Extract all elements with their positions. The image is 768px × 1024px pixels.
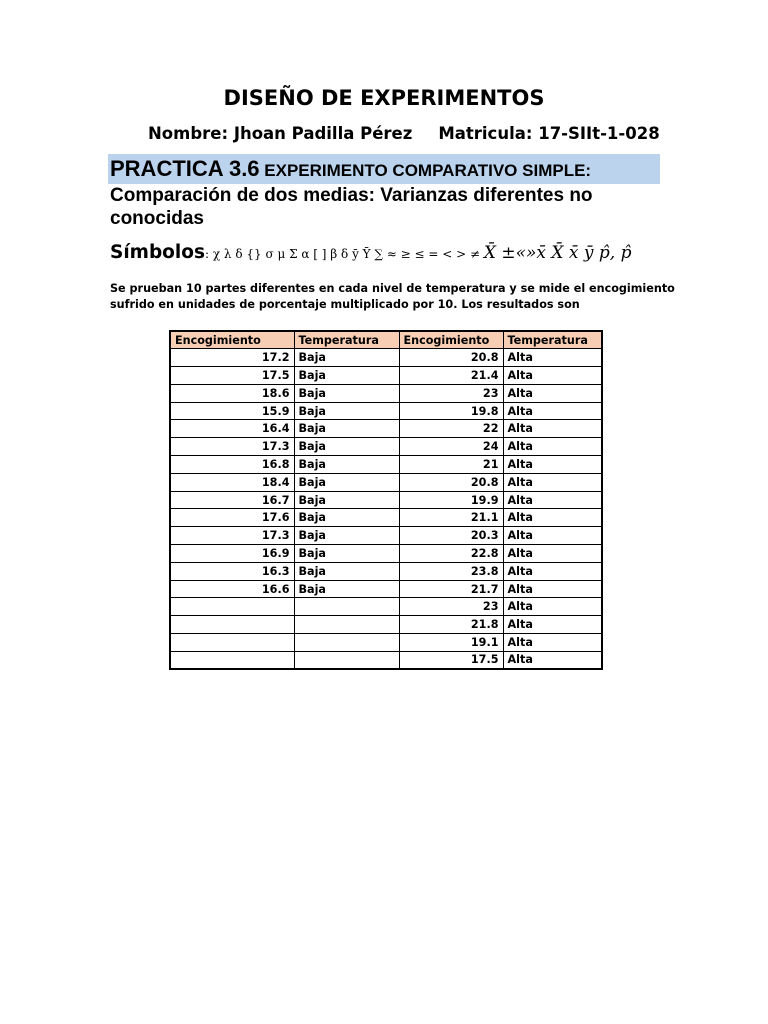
cell-encogimiento-baja: 17.2 — [170, 349, 294, 367]
cell-encogimiento-alta: 23 — [399, 598, 503, 616]
cell-temperatura-alta: Alta — [503, 402, 602, 420]
table-row — [170, 491, 602, 509]
cell-temperatura-alta: Alta — [503, 491, 602, 509]
header-encogimiento-alta: Encogimiento — [399, 331, 503, 349]
symbols-label: Símbolos — [110, 242, 205, 263]
cell-temperatura-baja — [294, 634, 399, 652]
table-row — [170, 634, 602, 652]
cell-encogimiento-alta: 20.3 — [399, 527, 503, 545]
cell-encogimiento-baja: 16.4 — [170, 420, 294, 438]
cell-temperatura-alta: Alta — [503, 367, 602, 385]
table-row — [170, 367, 602, 385]
cell-encogimiento-baja: 18.6 — [170, 384, 294, 402]
table-row — [170, 402, 602, 420]
table-row — [170, 456, 602, 474]
cell-temperatura-alta: Alta — [503, 545, 602, 563]
cell-encogimiento-baja — [170, 598, 294, 616]
cell-temperatura-alta: Alta — [503, 456, 602, 474]
cell-temperatura-baja: Baja — [294, 473, 399, 491]
cell-temperatura-alta: Alta — [503, 420, 602, 438]
cell-encogimiento-alta: 19.8 — [399, 402, 503, 420]
table-row — [170, 527, 602, 545]
header-temperatura-alta: Temperatura — [503, 331, 602, 349]
cell-encogimiento-alta: 21.1 — [399, 509, 503, 527]
cell-temperatura-alta: Alta — [503, 634, 602, 652]
author-name: Nombre: Jhoan Padilla Pérez — [148, 124, 413, 143]
practice-heading: EXPERIMENTO COMPARATIVO SIMPLE: — [259, 161, 592, 180]
cell-encogimiento-alta: 21.8 — [399, 616, 503, 634]
cell-encogimiento-alta: 23.8 — [399, 562, 503, 580]
table-row — [170, 420, 602, 438]
cell-temperatura-alta: Alta — [503, 562, 602, 580]
cell-temperatura-alta: Alta — [503, 598, 602, 616]
cell-encogimiento-baja: 17.6 — [170, 509, 294, 527]
cell-temperatura-alta: Alta — [503, 349, 602, 367]
symbols-glyphs: : χ λ δ {} σ μ Σ α [ ] β δ ȳ Ȳ ∑ ≈ ≥ ≤ = < > ≠ — [204, 247, 484, 261]
cell-temperatura-baja: Baja — [294, 491, 399, 509]
symbols-large-glyphs: X̄ ±«»x̄ X̄ x̄ ȳ p̂, p̂ — [483, 243, 632, 263]
cell-temperatura-baja: Baja — [294, 349, 399, 367]
table-row — [170, 616, 602, 634]
practice-subtitle: Comparación de dos medias: Varianzas diferentes no conocidas — [110, 185, 593, 229]
cell-temperatura-baja: Baja — [294, 580, 399, 598]
cell-temperatura-alta: Alta — [503, 473, 602, 491]
table-row — [170, 562, 602, 580]
cell-temperatura-baja — [294, 616, 399, 634]
document-title: DISEÑO DE EXPERIMENTOS — [223, 86, 545, 110]
cell-encogimiento-baja — [170, 634, 294, 652]
cell-temperatura-baja: Baja — [294, 509, 399, 527]
cell-temperatura-baja — [294, 598, 399, 616]
cell-temperatura-baja: Baja — [294, 402, 399, 420]
table-row — [170, 580, 602, 598]
cell-encogimiento-alta: 21.7 — [399, 580, 503, 598]
cell-temperatura-baja: Baja — [294, 367, 399, 385]
cell-temperatura-alta: Alta — [503, 438, 602, 456]
cell-encogimiento-baja: 17.3 — [170, 527, 294, 545]
cell-temperatura-alta: Alta — [503, 527, 602, 545]
table-header-row — [170, 331, 602, 349]
cell-encogimiento-alta: 24 — [399, 438, 503, 456]
author-line — [148, 124, 660, 143]
cell-temperatura-alta: Alta — [503, 616, 602, 634]
cell-encogimiento-baja: 16.9 — [170, 545, 294, 563]
cell-temperatura-alta: Alta — [503, 509, 602, 527]
header-temperatura-baja: Temperatura — [294, 331, 399, 349]
header-encogimiento-baja: Encogimiento — [170, 331, 294, 349]
cell-encogimiento-baja: 17.5 — [170, 367, 294, 385]
table-body — [170, 349, 602, 669]
cell-temperatura-baja: Baja — [294, 420, 399, 438]
cell-encogimiento-baja: 15.9 — [170, 402, 294, 420]
cell-encogimiento-baja: 16.3 — [170, 562, 294, 580]
cell-encogimiento-baja: 16.6 — [170, 580, 294, 598]
cell-encogimiento-baja: 17.3 — [170, 438, 294, 456]
cell-temperatura-baja: Baja — [294, 545, 399, 563]
cell-encogimiento-alta: 21 — [399, 456, 503, 474]
practice-number: PRACTICA 3.6 — [110, 156, 260, 181]
cell-encogimiento-alta: 19.1 — [399, 634, 503, 652]
cell-temperatura-baja: Baja — [294, 562, 399, 580]
table-row — [170, 651, 602, 669]
table-row — [170, 473, 602, 491]
author-matricula: Matricula: 17-SIIt-1-028 — [438, 124, 660, 143]
table-row — [170, 545, 602, 563]
cell-temperatura-alta: Alta — [503, 384, 602, 402]
symbols-line — [110, 242, 632, 263]
intro-paragraph: Se prueban 10 partes diferentes en cada nivel de temperatura y se mide el encogimiento sufrido en unidades de porcentaje multiplicado por 10. Los resultados son — [110, 282, 675, 311]
cell-encogimiento-alta: 22.8 — [399, 545, 503, 563]
cell-encogimiento-baja — [170, 651, 294, 669]
cell-temperatura-baja: Baja — [294, 456, 399, 474]
table-row — [170, 384, 602, 402]
cell-encogimiento-baja: 16.7 — [170, 491, 294, 509]
cell-encogimiento-alta: 19.9 — [399, 491, 503, 509]
cell-encogimiento-alta: 17.5 — [399, 651, 503, 669]
cell-temperatura-alta: Alta — [503, 651, 602, 669]
results-table — [169, 330, 603, 670]
practice-title — [110, 156, 591, 182]
cell-temperatura-baja: Baja — [294, 527, 399, 545]
cell-encogimiento-baja: 18.4 — [170, 473, 294, 491]
table-row — [170, 598, 602, 616]
cell-encogimiento-alta: 20.8 — [399, 473, 503, 491]
cell-temperatura-baja — [294, 651, 399, 669]
cell-encogimiento-alta: 20.8 — [399, 349, 503, 367]
table-row — [170, 349, 602, 367]
cell-encogimiento-baja: 16.8 — [170, 456, 294, 474]
cell-encogimiento-alta: 23 — [399, 384, 503, 402]
cell-encogimiento-baja — [170, 616, 294, 634]
table-row — [170, 509, 602, 527]
cell-temperatura-alta: Alta — [503, 580, 602, 598]
cell-temperatura-baja: Baja — [294, 438, 399, 456]
table-row — [170, 438, 602, 456]
cell-encogimiento-alta: 21.4 — [399, 367, 503, 385]
cell-temperatura-baja: Baja — [294, 384, 399, 402]
cell-encogimiento-alta: 22 — [399, 420, 503, 438]
